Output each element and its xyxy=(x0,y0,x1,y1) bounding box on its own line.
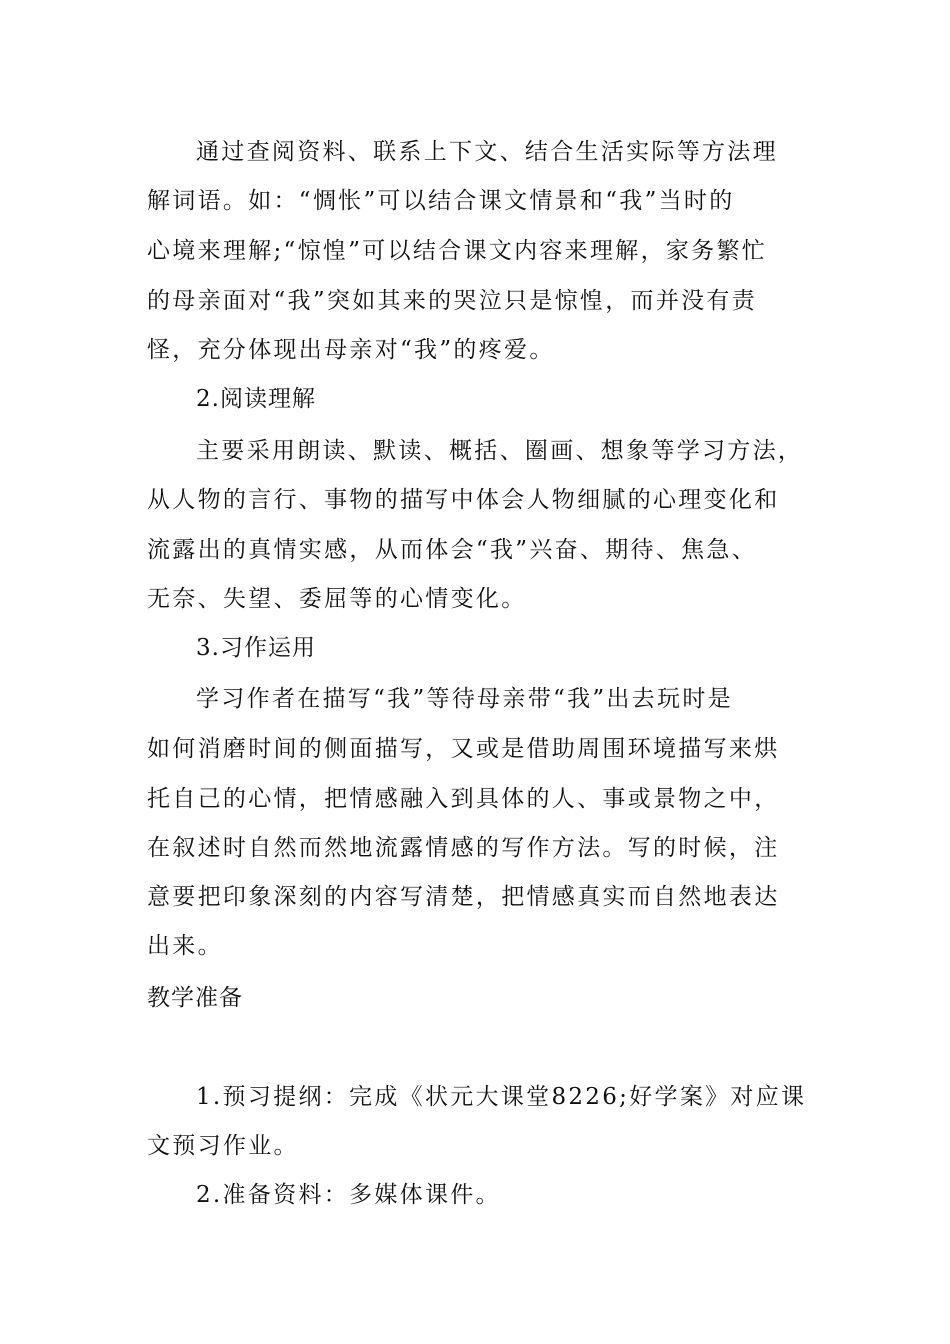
subheading-reading: 2.阅读理解 xyxy=(196,386,316,412)
paragraph-line: 怪，充分体现出母亲对“我”的疼爱。 xyxy=(147,337,555,363)
subheading-writing: 3.习作运用 xyxy=(196,635,316,661)
section-title: 教学准备 xyxy=(147,985,243,1011)
prep-item-line: 1.预习提纲：完成《状元大课堂8226;好学案》对应课 xyxy=(196,1084,807,1110)
paragraph-line: 学习作者在描写“我”等待母亲带“我”出去玩时是 xyxy=(196,686,733,712)
paragraph-line: 意要把印象深刻的内容写清楚，把情感真实而自然地表达 xyxy=(147,884,780,910)
paragraph-line: 通过查阅资料、联系上下文、结合生活实际等方法理 xyxy=(196,139,778,165)
paragraph-line: 无奈、失望、委屈等的心情变化。 xyxy=(147,586,527,612)
paragraph-line: 出来。 xyxy=(147,933,223,959)
paragraph-line: 如何消磨时间的侧面描写，又或是借助周围环境描写来烘 xyxy=(147,736,780,762)
paragraph-line: 在叙述时自然而然地流露情感的写作方法。写的时候，注 xyxy=(147,835,780,861)
paragraph-line: 心境来理解;“惊惶”可以结合课文内容来理解，家务繁忙 xyxy=(147,238,768,264)
prep-item-line: 2.准备资料：多媒体课件。 xyxy=(196,1182,501,1208)
paragraph-line: 流露出的真情实感，从而体会“我”兴奋、期待、焦急、 xyxy=(147,537,758,563)
prep-item-line: 文预习作业。 xyxy=(147,1133,299,1159)
paragraph-line: 的母亲面对“我”突如其来的哭泣只是惊惶，而并没有责 xyxy=(147,288,758,314)
paragraph-line: 解词语。如：“惆怅”可以结合课文情景和“我”当时的 xyxy=(147,188,735,214)
paragraph-line: 从人物的言行、事物的描写中体会人物细腻的心理变化和 xyxy=(147,487,780,513)
paragraph-line: 托自己的心情，把情感融入到具体的人、事或景物之中， xyxy=(147,786,780,812)
paragraph-line: 主要采用朗读、默读、概括、圈画、想象等学习方法， xyxy=(196,438,804,464)
